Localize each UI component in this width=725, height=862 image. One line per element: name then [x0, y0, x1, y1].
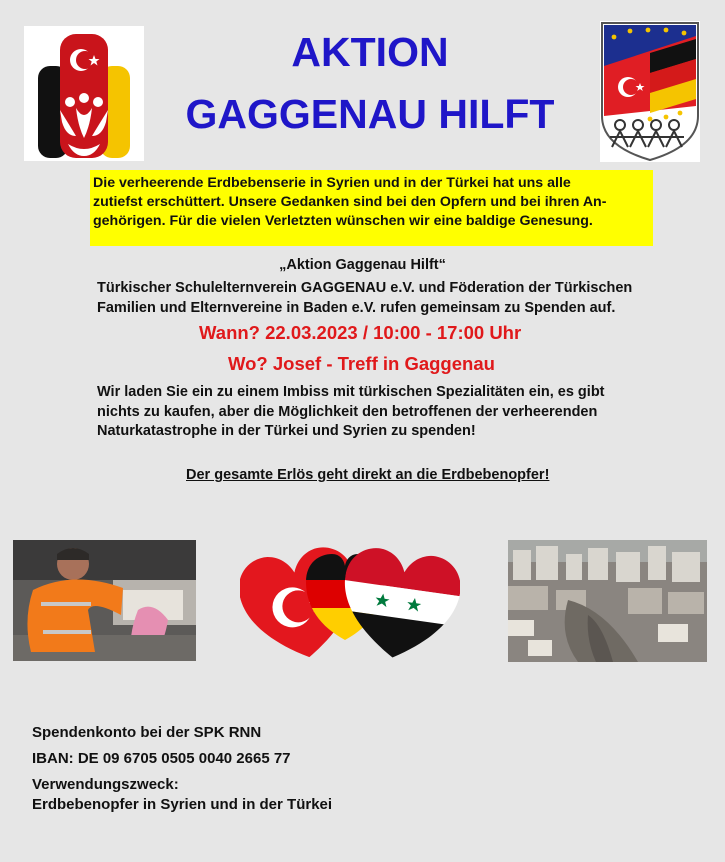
event-where: Wo? Josef - Treff in Gaggenau: [228, 353, 495, 374]
invitation-line-1: Wir laden Sie ein zu einem Imbiss mit türkischen Spezialitäten ein, es gibt: [97, 384, 605, 400]
donation-account: Spendenkonto bei der SPK RNN: [32, 724, 262, 741]
school-association-logo: [24, 26, 144, 161]
intro-line-3: gehörigen. Für die vielen Verletzten wünschen wir eine baldige Genesung.: [93, 213, 593, 229]
page-title-line1: AKTION: [291, 29, 449, 75]
organizers-line-2: Familien und Elternvereine in Baden e.V. rufen gemeinsam zu Spenden auf.: [97, 299, 616, 316]
turkish-parents-logo-icon: [24, 26, 144, 161]
proceeds-note: Der gesamte Erlös geht direkt an die Erdbebenopfer!: [186, 467, 550, 483]
federation-logo: [600, 21, 700, 162]
event-when: Wann? 22.03.2023 / 10:00 - 17:00 Uhr: [199, 322, 522, 343]
rescue-worker-photo: [13, 540, 196, 661]
campaign-quote: „Aktion Gaggenau Hilft“: [279, 257, 446, 273]
organizers-line-1: Türkischer Schulelternverein GAGGENAU e.V. und Föderation der Türkischen: [97, 280, 633, 296]
donation-iban: IBAN: DE 09 6705 0505 0040 2665 77: [32, 750, 291, 767]
intro-line-1: Die verheerende Erdbebenserie in Syrien und in der Türkei hat uns alle: [93, 175, 571, 191]
donation-purpose: Erdbebenopfer in Syrien und in der Türkei: [32, 796, 333, 813]
city-destruction-photo-icon: [508, 540, 707, 662]
invitation-line-2: nichts zu kaufen, aber die Möglichkeit den betroffenen der verheerenden: [97, 403, 598, 420]
aerial-destruction-photo: [508, 540, 707, 662]
earthquake-rescue-photo-icon: [13, 540, 196, 661]
intro-text: [93, 174, 653, 231]
flag-hearts-image: [240, 540, 460, 662]
intro-line-2: zutiefst erschüttert. Unsere Gedanken sind bei den Opfern und bei ihren An-: [93, 194, 607, 210]
organizers-text: [97, 279, 632, 318]
invitation-line-3: Naturkatastrophe in der Türkei und Syrien zu spenden!: [97, 423, 476, 439]
page-title-line2: GAGGENAU HILFT: [185, 91, 555, 137]
flag-hearts-icon: [240, 540, 460, 662]
invitation-text: [97, 383, 605, 442]
federation-shield-icon: [600, 21, 700, 162]
donation-purpose-label: Verwendungszweck:: [32, 776, 179, 793]
